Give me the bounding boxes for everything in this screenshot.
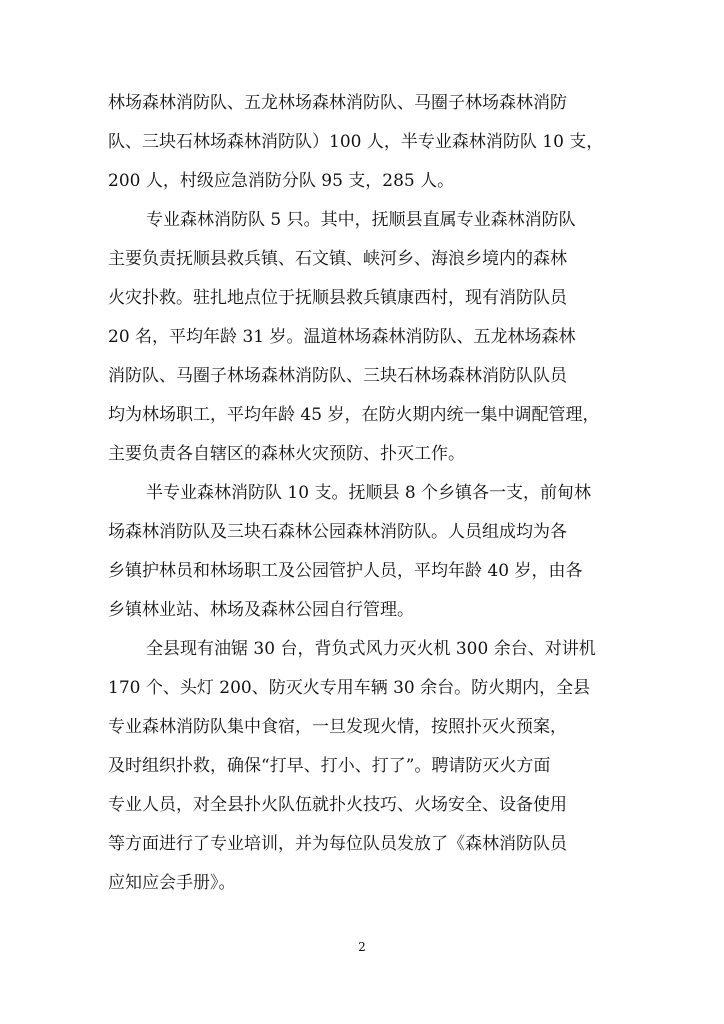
page-number: 2 [358, 940, 366, 954]
paragraph [108, 88, 618, 205]
text-line: 专业人员，对全县扑火队伍就扑火技巧、火场安全、设备使用 [108, 795, 567, 815]
text-line: 专业森林消防队 5 只。其中，抚顺县直属专业森林消防队 [146, 210, 576, 230]
text-line: 170 个、头灯 200、防灭火专用车辆 30 余台。防火期内，全县 [108, 678, 591, 698]
text-line: 主要负责抚顺县救兵镇、石文镇、峡河乡、海浪乡境内的森林 [108, 249, 567, 269]
paragraph [108, 634, 618, 907]
document-body [108, 88, 618, 907]
text-line: 专业森林消防队集中食宿，一旦发现火情，按照扑灭火预案， [108, 717, 567, 737]
text-line: 20 名，平均年龄 31 岁。温道林场森林消防队、五龙林场森林 [108, 327, 576, 347]
text-line: 主要负责各自辖区的森林火灾预防、扑灭工作。 [108, 444, 465, 464]
text-line: 林场森林消防队、五龙林场森林消防队、马圈子林场森林消防 [108, 93, 567, 113]
text-line: 乡镇护林员和林场职工及公园管护人员，平均年龄 40 岁，由各 [108, 561, 583, 581]
text-line: 均为林场职工，平均年龄 45 岁，在防火期内统一集中调配管理， [108, 405, 600, 425]
text-line: 火灾扑救。驻扎地点位于抚顺县救兵镇康西村，现有消防队员 [108, 288, 567, 308]
text-line: 200 人，村级应急消防分队 95 支，285 人。 [108, 171, 455, 191]
text-line: 全县现有油锯 30 台，背负式风力灭火机 300 余台、对讲机 [146, 639, 596, 659]
text-line: 及时组织扑救，确保“打早、打小、打了”。聘请防灭火方面 [108, 756, 551, 776]
text-line: 乡镇林业站、林场及森林公园自行管理。 [108, 600, 414, 620]
text-line: 等方面进行了专业培训，并为每位队员发放了《森林消防队员 [108, 834, 567, 854]
text-line: 半专业森林消防队 10 支。抚顺县 8 个乡镇各一支，前甸林 [146, 483, 592, 503]
text-line: 消防队、马圈子林场森林消防队、三块石林场森林消防队队员 [108, 366, 567, 386]
text-line: 队、三块石林场森林消防队）100 人，半专业森林消防队 10 支， [108, 132, 604, 152]
paragraph [108, 478, 618, 634]
text-line: 应知应会手册》。 [108, 873, 236, 893]
text-line: 场森林消防队及三块石森林公园森林消防队。人员组成均为各 [108, 522, 567, 542]
paragraph [108, 205, 618, 478]
